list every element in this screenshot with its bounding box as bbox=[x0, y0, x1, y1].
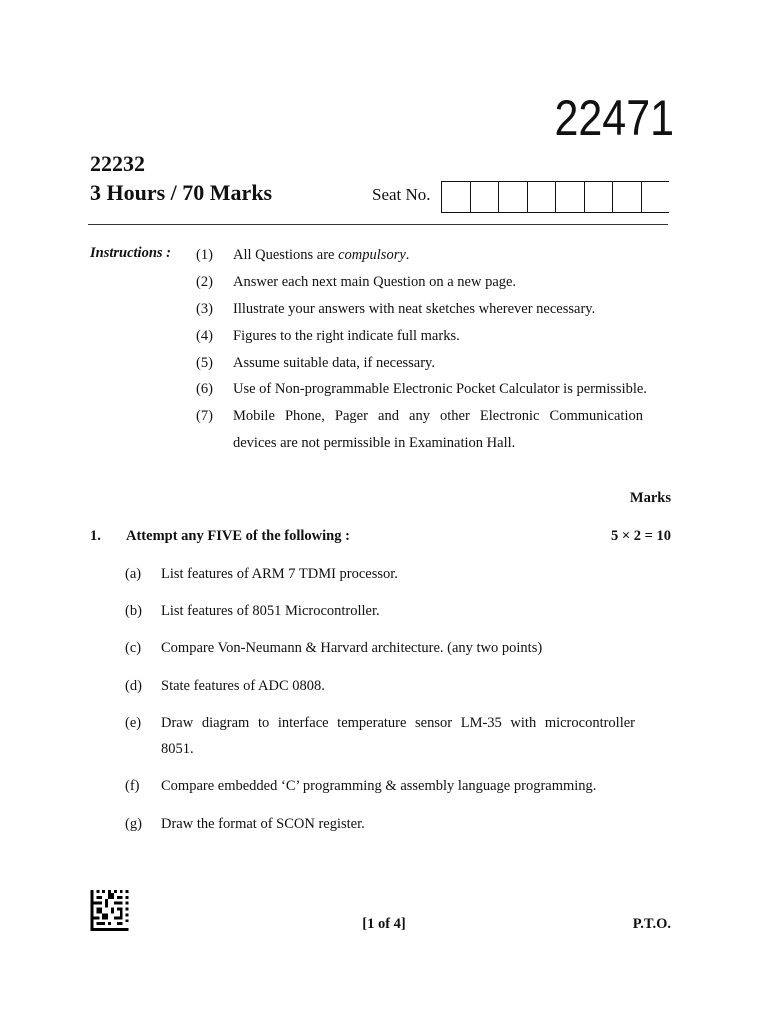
instruction-text: devices are not permissible in Examination Hall. bbox=[233, 435, 516, 451]
part-text: Compare Von-Neumann & Harvard architecture. (any two points) bbox=[161, 640, 543, 656]
instruction-number: (5) bbox=[196, 355, 213, 371]
duration-marks: 3 Hours / 70 Marks bbox=[90, 180, 273, 205]
instruction-number: (4) bbox=[196, 328, 213, 344]
instruction-text: Illustrate your answers with neat sketches wherever necessary. bbox=[233, 301, 596, 317]
seat-box bbox=[498, 182, 527, 212]
part-label: (f) bbox=[125, 778, 140, 794]
question-number: 1. bbox=[90, 528, 101, 544]
part-text: Draw the format of SCON register. bbox=[161, 816, 365, 832]
header-divider bbox=[88, 224, 668, 225]
emphasis-text: compulsory bbox=[338, 247, 406, 263]
part-text: Draw diagram to interface temperature sensor LM-35 with microcontroller bbox=[161, 715, 635, 731]
instruction-number: (7) bbox=[196, 408, 213, 424]
instructions-heading: Instructions : bbox=[90, 245, 171, 261]
part-text: List features of ARM 7 TDMI processor. bbox=[161, 566, 398, 582]
seat-number-boxes bbox=[441, 181, 669, 213]
instruction-number: (3) bbox=[196, 301, 213, 317]
instruction-text: Use of Non-programmable Electronic Pocket Calculator is permissible. bbox=[233, 381, 647, 397]
subject-code: 22232 bbox=[90, 151, 145, 176]
question-title: Attempt any FIVE of the following : bbox=[126, 528, 350, 544]
instruction-number: (1) bbox=[196, 247, 213, 263]
seat-number-label: Seat No. bbox=[372, 185, 431, 204]
please-turn-over: P.T.O. bbox=[632, 916, 671, 932]
part-label: (a) bbox=[125, 566, 142, 582]
question-marks: 5 × 2 = 10 bbox=[610, 528, 671, 544]
part-label: (c) bbox=[125, 640, 142, 656]
seat-box bbox=[470, 182, 499, 212]
instruction-text: Answer each next main Question on a new page. bbox=[233, 274, 517, 290]
seat-box bbox=[641, 182, 670, 212]
seat-box bbox=[441, 182, 470, 212]
paper-code: 22471 bbox=[554, 90, 674, 146]
instruction-text: Assume suitable data, if necessary. bbox=[233, 355, 435, 371]
instruction-number: (2) bbox=[196, 274, 213, 290]
instruction-number: (6) bbox=[196, 381, 213, 397]
part-label: (e) bbox=[125, 715, 142, 731]
seat-box bbox=[584, 182, 613, 212]
page-number: [1 of 4] bbox=[362, 916, 406, 932]
part-text: State features of ADC 0808. bbox=[161, 678, 325, 694]
part-text: Compare embedded ‘C’ programming & assembly language programming. bbox=[161, 778, 597, 794]
seat-box bbox=[555, 182, 584, 212]
instruction-text: Figures to the right indicate full marks. bbox=[233, 328, 460, 344]
instruction-text: All Questions are compulsory. bbox=[233, 247, 410, 263]
seat-box bbox=[612, 182, 641, 212]
part-label: (g) bbox=[125, 816, 142, 832]
part-label: (b) bbox=[125, 603, 142, 619]
seat-box bbox=[527, 182, 556, 212]
part-text: 8051. bbox=[161, 741, 194, 757]
part-label: (d) bbox=[125, 678, 142, 694]
marks-heading: Marks bbox=[629, 490, 671, 506]
instruction-text: Mobile Phone, Pager and any other Electronic Communication bbox=[233, 408, 643, 424]
part-text: List features of 8051 Microcontroller. bbox=[161, 603, 380, 619]
